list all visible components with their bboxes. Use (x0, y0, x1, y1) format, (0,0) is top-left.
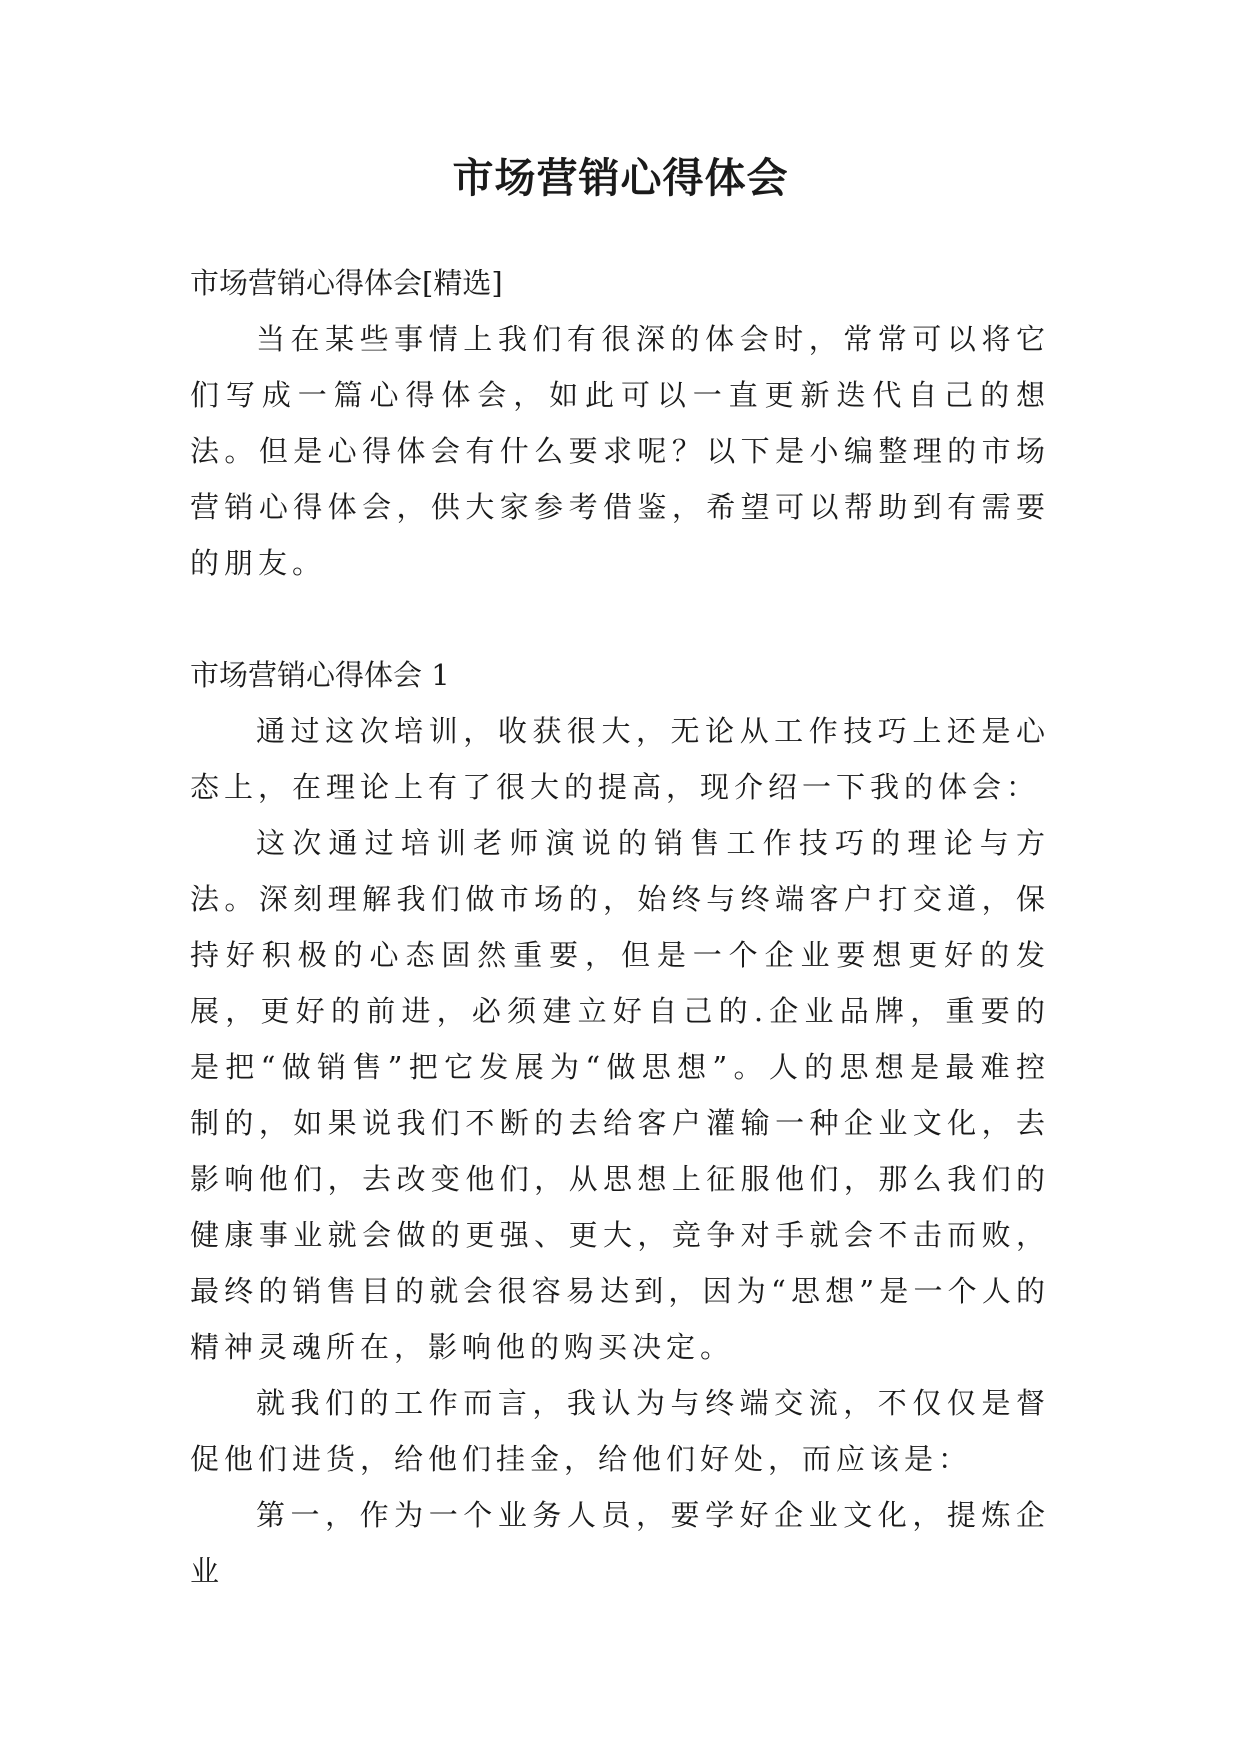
intro-heading: 市场营销心得体会[精选] (190, 266, 503, 300)
body-paragraph: 第一，作为一个业务人员，要学好企业文化，提炼企业 (190, 1498, 1050, 1588)
section-heading: 市场营销心得体会 1 (190, 658, 450, 692)
body-paragraph: 就我们的工作而言，我认为与终端交流，不仅仅是督促他们进货，给他们挂金，给他们好处，而应该是： (190, 1386, 1050, 1476)
body-paragraph: 通过这次培训，收获很大，无论从工作技巧上还是心态上，在理论上有了很大的提高，现介绍一下我的体会： (190, 714, 1050, 804)
intro-paragraph: 当在某些事情上我们有很深的体会时，常常可以将它们写成一篇心得体会，如此可以一直更新迭代自己的想法。但是心得体会有什么要求呢？以下是小编整理的市场营销心得体会，供大家参考借鉴，希望可以帮助到有需要的朋友。 (190, 322, 1050, 580)
document-body (190, 255, 1050, 1599)
section-spacer (190, 591, 1050, 647)
document-title: 市场营销心得体会 (452, 154, 789, 202)
body-paragraph: 这次通过培训老师演说的销售工作技巧的理论与方法。深刻理解我们做市场的，始终与终端客户打交道，保持好积极的心态固然重要，但是一个企业要想更好的发展，更好的前进，必须建立好自己的.企业品牌，重要的是把“做销售”把它发展为“做思想”。人的思想是最难控制的，如果说我们不断的去给客户灌输一种企业文化，去影响他们，去改变他们，从思想上征服他们，那么我们的健康事业就会做的更强、更大，竞争对手就会不击而败，最终的销售目的就会很容易达到，因为“思想”是一个人的精神灵魂所在，影响他的购买决定。 (190, 826, 1050, 1364)
